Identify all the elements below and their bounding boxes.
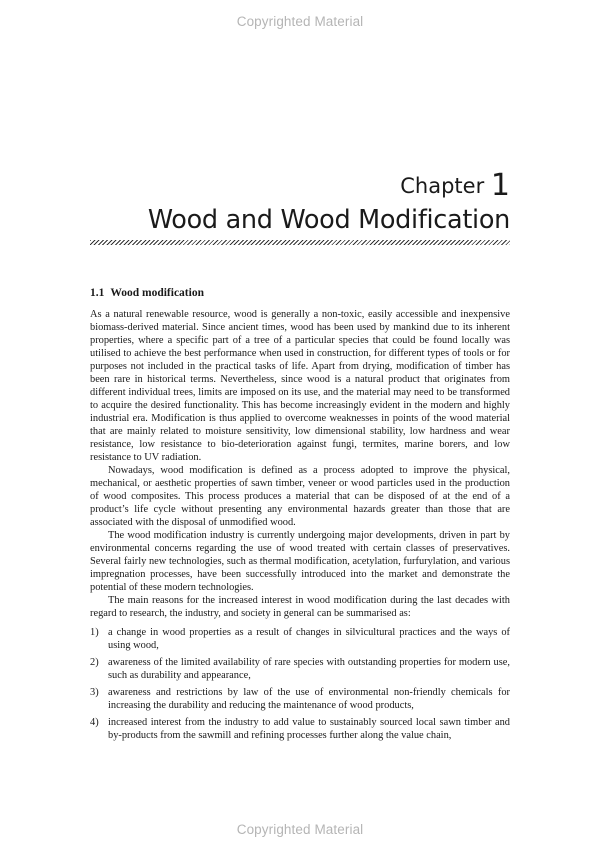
body-content (90, 287, 510, 746)
list-item (90, 716, 510, 742)
chapter-number: 1 (490, 168, 510, 203)
paragraph: As a natural renewable resource, wood is generally a non-toxic, easily accessible and inexpensive biomass-derived material. Since ancient times, wood has been used by mankind due to its inherent properties, where a specific part of a tree of a particular species that could be found locally was utilised to achieve the best performance when used in construction, for different types of tools or for purposes not included in the practical tasks of life. Apart from drying, modification of timber has been rare in historical terms. Nevertheless, since wood is a natural product that originates from different individual trees, limits are imposed on its use, and the material may need to be transformed to acquire the desired functionality. This has become increasingly evident in the modern and highly industrial era. Modification is thus applied to overcome weaknesses in points of the wood material that are mainly related to moisture sensitivity, low dimensional stability, low hardness and wear resistance, low resistance to bio-deterioration against fungi, termites, marine borers, and low resistance to UV radiation. (90, 309, 510, 463)
list-item (90, 656, 510, 682)
paragraph: The wood modification industry is currently undergoing major developments, driven in part by environmental concerns regarding the use of wood treated with certain classes of preservatives. Several fairly new technologies, such as thermal modification, acetylation, furfurylation, and various impregnation processes, have been successfully introduced into the market and demonstrate the potential of these modern technologies. (90, 530, 510, 593)
section-heading (90, 287, 510, 300)
chapter-title: Wood and Wood Modification (147, 205, 510, 235)
list-item-text: a change in wood properties as a result of changes in silvicultural practices and the ways of using wood, (108, 627, 510, 651)
list-item (90, 686, 510, 712)
list-marker: 2) (90, 657, 99, 668)
list-item-text: awareness and restrictions by law of the use of environmental non-friendly chemicals for increasing the durability and reducing the maintenance of wood products, (108, 687, 510, 711)
section-number: 1.1 (90, 287, 105, 299)
section-title: Wood modification (110, 287, 204, 299)
paragraph: Nowadays, wood modification is defined as a process adopted to improve the physical, mechanical, or aesthetic properties of sawn timber, veneer or wood particles used in the production of wood composites. This process produces a material that can be disposed of at the end of a product’s life cycle without presenting any environmental hazards greater than those that are associated with the disposal of unmodified wood. (90, 465, 510, 528)
list-marker: 1) (90, 627, 99, 638)
list-item-text: awareness of the limited availability of rare species with outstanding properties for modern use, such as durability and appearance, (108, 657, 510, 681)
chapter-label (400, 166, 510, 201)
list-marker: 3) (90, 687, 99, 698)
list-marker: 4) (90, 717, 99, 728)
paragraph: The main reasons for the increased interest in wood modification during the last decades with regard to research, the industry, and society in general can be summarised as: (90, 595, 510, 619)
chapter-label-word: Chapter (400, 174, 485, 198)
list-item-text: increased interest from the industry to add value to sustainably sourced local sawn timber and by-products from the sawmill and refining processes further along the value chain, (108, 717, 510, 741)
reasons-list (90, 626, 510, 742)
watermark-bottom: Copyrighted Material (236, 822, 364, 837)
list-item (90, 626, 510, 652)
decorative-hatch-rule (90, 240, 510, 245)
watermark-top: Copyrighted Material (236, 14, 364, 29)
